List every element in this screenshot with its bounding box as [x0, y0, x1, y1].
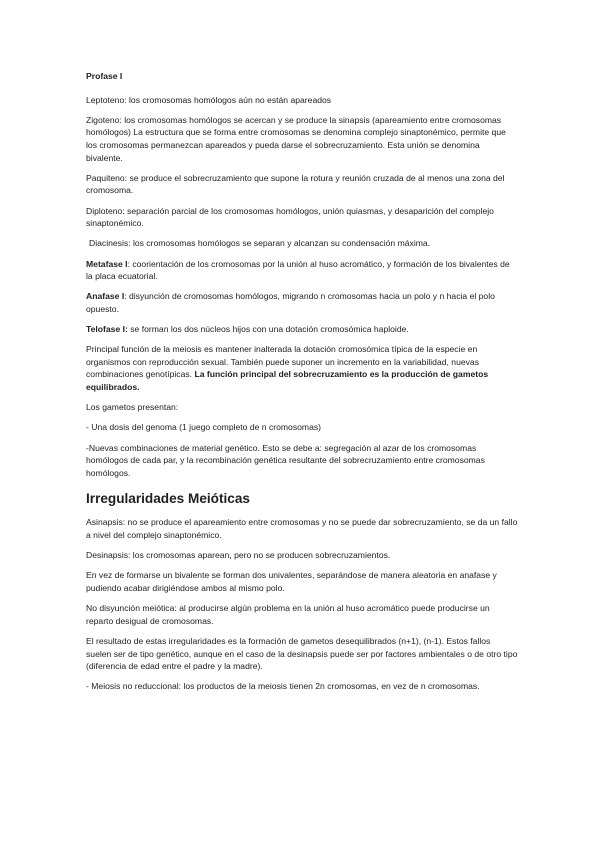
- funcion-bold-text: La función principal del sobrecruzamiento es la producción de gametos equilibrados.: [86, 369, 489, 393]
- diacinesis-paragraph: Diacinesis: los cromosomas homólogos se separan y alcanzan su condensación máxima.: [89, 238, 431, 249]
- diploteno-paragraph: Diploteno: separación parcial de los cromosomas homólogos, unión quiasmas, y desaparición del complejo sinaptonémico.: [86, 205, 494, 229]
- no-reduccional-paragraph: - Meiosis no reduccional: los productos de la meiosis tienen 2n cromosomas, en vez de n cromosomas.: [86, 681, 480, 692]
- telofase-paragraph: [86, 323, 518, 336]
- document-body: [86, 70, 518, 700]
- asinapsis-paragraph: Asinapsis: no se produce el apareamiento entre cromosomas y no se puede dar sobrecruzamiento, se da un fallo a nivel del complejo sinaptonémico.: [86, 517, 518, 540]
- telofase-text: se forman los dos núcleos hijos con una dotación cromosómica haploide.: [127, 324, 409, 335]
- univalentes-paragraph: En vez de formarse un bivalente se forman dos univalentes, separándose de manera aleatoria en anafase y pudiendo acabar dirigiéndose ambos al mismo polo.: [86, 570, 497, 593]
- no-disyuncion-paragraph: No disyunción meiótica: al producirse algún problema en la unión al huso acromático puede producirse un reparto desigual de cromosomas.: [86, 603, 490, 626]
- irregularidades-title: Irregularidades Meióticas: [86, 491, 250, 507]
- leptoteno-paragraph: Leptoteno: los cromosomas homólogos aún no están apareados: [86, 94, 332, 105]
- desinapsis-paragraph: Desinapsis: los cromosomas aparean, pero no se producen sobrecruzamientos.: [86, 550, 391, 561]
- telofase-term: Telofase I:: [86, 324, 128, 335]
- paquiteno-paragraph: Paquiteno: se produce el sobrecruzamiento que supone la rotura y reunión cruzada de al menos una zona del cromosoma.: [86, 172, 505, 196]
- funcion-paragraph: [86, 343, 518, 393]
- gametos-item-1: - Una dosis del genoma (1 juego completo de n cromosomas): [86, 422, 322, 433]
- profase-heading: Profase I: [86, 71, 123, 81]
- gametos-intro: Los gametos presentan:: [86, 402, 179, 413]
- funcion-text: Principal función de la meiosis es mantener inalterada la dotación cromosómica típica de la especie en organismos con reproducción sexual. También puede suponer un incremento en la variabilidad, nuevas combinaciones genotípicas.: [86, 344, 480, 380]
- metafase-paragraph: [86, 258, 518, 283]
- resultado-paragraph: El resultado de estas irregularidades es la formación de gametos desequilibrados (n+1), (n-1). Estos fallos suelen ser de tipo genético, aunque en el caso de la desinapsis puede ser por factores ambientales o de otro tipo (diferencia de edad entre el padre y la madre).: [86, 635, 518, 672]
- metafase-term: Metafase I: [86, 258, 128, 269]
- gametos-item-2: -Nuevas combinaciones de material genético. Esto se debe a: segregación al azar de los cromosomas homólogos de cada par, y la recombinación genética resultante del sobrecruzamiento entre cromosomas homólogos.: [86, 442, 485, 478]
- anafase-term: Anafase I: [86, 291, 125, 302]
- zigoteno-paragraph: Zigoteno: los cromosomas homólogos se acercan y se produce la sinapsis (apareamiento entre cromosomas homólogos) La estructura que se forma entre cromosomas se denomina complejo sinaptonémico, permite que los cromosomas permanezcan apareados y pueda darse el sobrecruzamiento. Esta unión se denomina bivalente.: [86, 114, 506, 163]
- anafase-paragraph: [86, 290, 518, 315]
- metafase-text: : coorientación de los cromosomas por la unión al huso acromático, y formación de los bivalentes de la placa ecuatorial.: [86, 258, 510, 282]
- anafase-text: : disyunción de cromosomas homólogos, migrando n cromosomas hacia un polo y n hacia el polo opuesto.: [86, 291, 495, 314]
